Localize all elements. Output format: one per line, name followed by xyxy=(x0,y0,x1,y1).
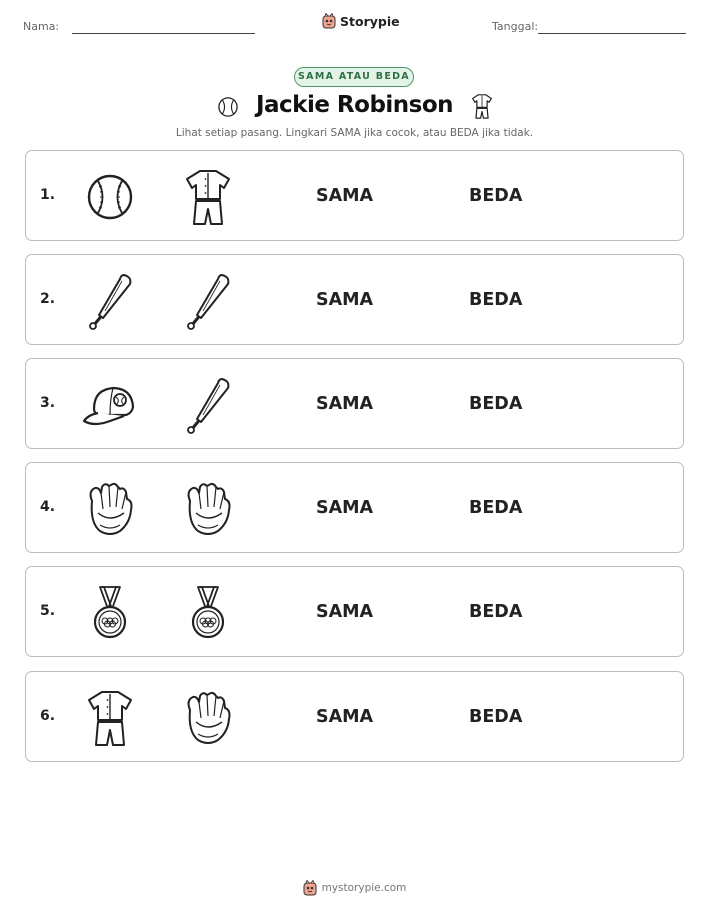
question-number: 6. xyxy=(40,708,56,724)
glove-icon xyxy=(178,479,238,539)
question-number: 1. xyxy=(40,187,56,203)
footer xyxy=(0,880,709,896)
right-picture xyxy=(178,479,238,539)
name-label: Nama: xyxy=(23,20,60,33)
instructions: Lihat setiap pasang. Lingkari SAMA jika cocok, atau BEDA jika tidak. xyxy=(175,127,534,139)
medal-icon xyxy=(80,583,140,643)
left-picture xyxy=(80,583,140,643)
footer-url[interactable]: mystorypie.com xyxy=(321,882,407,894)
bat-icon xyxy=(178,375,238,435)
question-card xyxy=(25,566,684,657)
option-sama[interactable]: SAMA xyxy=(316,602,374,622)
bat-icon xyxy=(178,271,238,331)
page-title: Jackie Robinson xyxy=(255,92,454,118)
storypie-mascot-icon xyxy=(303,880,317,896)
question-card xyxy=(25,462,684,553)
option-beda[interactable]: BEDA xyxy=(469,707,523,727)
uniform-icon xyxy=(468,90,496,122)
option-sama[interactable]: SAMA xyxy=(316,394,374,414)
right-picture xyxy=(178,583,238,643)
option-sama[interactable]: SAMA xyxy=(316,498,374,518)
left-picture xyxy=(80,271,140,331)
option-sama[interactable]: SAMA xyxy=(316,186,374,206)
right-picture xyxy=(178,167,238,227)
left-picture xyxy=(80,479,140,539)
baseball-icon xyxy=(80,167,140,227)
date-field-line[interactable] xyxy=(538,33,686,34)
option-beda[interactable]: BEDA xyxy=(469,394,523,414)
question-number: 2. xyxy=(40,291,56,307)
option-beda[interactable]: BEDA xyxy=(469,290,523,310)
activity-badge: SAMA ATAU BEDA xyxy=(294,67,414,87)
brand-logo xyxy=(322,13,400,29)
option-beda[interactable]: BEDA xyxy=(469,602,523,622)
uniform-icon xyxy=(178,167,238,227)
left-picture xyxy=(80,688,140,748)
question-number: 4. xyxy=(40,499,56,515)
uniform-icon xyxy=(80,688,140,748)
storypie-mascot-icon xyxy=(322,13,336,29)
brand-name: Storypie xyxy=(340,13,400,29)
question-card xyxy=(25,150,684,241)
question-number: 5. xyxy=(40,603,56,619)
name-field-line[interactable] xyxy=(72,33,255,34)
left-picture xyxy=(80,375,140,435)
question-card xyxy=(25,254,684,345)
date-label: Tanggal: xyxy=(492,20,539,33)
option-beda[interactable]: BEDA xyxy=(469,498,523,518)
question-card xyxy=(25,671,684,762)
left-picture xyxy=(80,167,140,227)
question-card xyxy=(25,358,684,449)
cap-icon xyxy=(80,375,140,435)
question-number: 3. xyxy=(40,395,56,411)
medal-icon xyxy=(178,583,238,643)
right-picture xyxy=(178,375,238,435)
title-row xyxy=(0,90,709,126)
glove-icon xyxy=(178,688,238,748)
right-picture xyxy=(178,271,238,331)
right-picture xyxy=(178,688,238,748)
option-sama[interactable]: SAMA xyxy=(316,290,374,310)
option-beda[interactable]: BEDA xyxy=(469,186,523,206)
glove-icon xyxy=(80,479,140,539)
bat-icon xyxy=(80,271,140,331)
option-sama[interactable]: SAMA xyxy=(316,707,374,727)
